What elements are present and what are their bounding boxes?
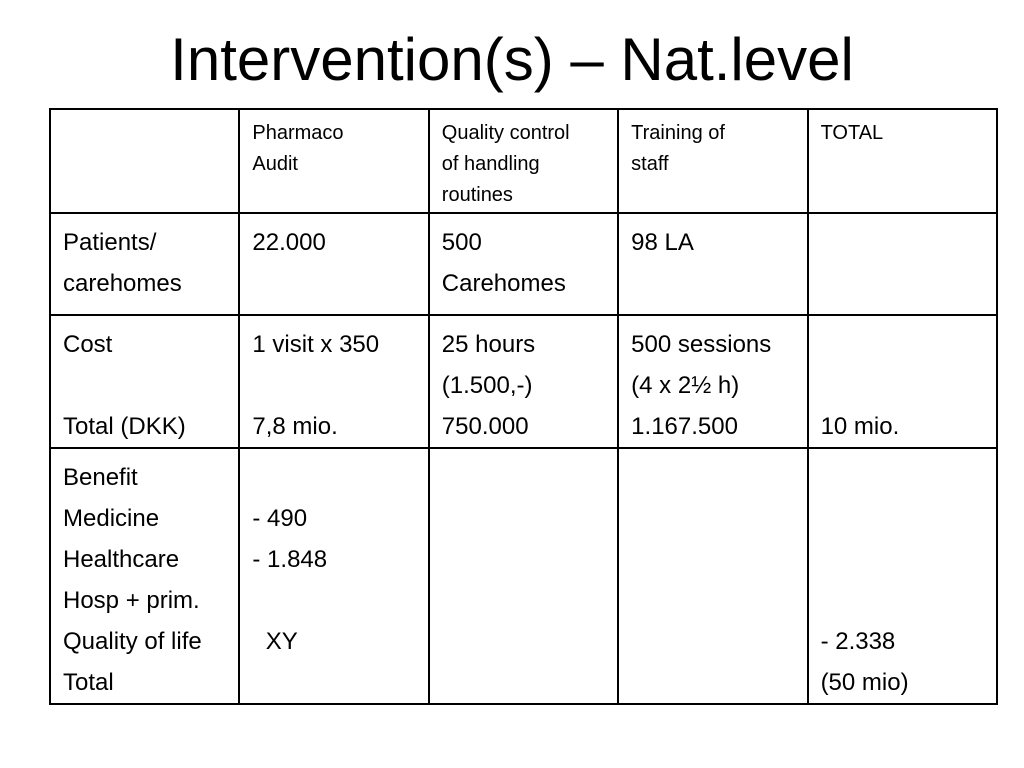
table-cell bbox=[429, 213, 618, 315]
table-cell bbox=[239, 448, 428, 704]
row-label-cell bbox=[50, 213, 239, 315]
table-cell bbox=[618, 315, 807, 448]
row-label-line: Hosp + prim. bbox=[63, 587, 200, 614]
header-line: Audit bbox=[252, 153, 298, 175]
header-line: Training of bbox=[631, 122, 725, 144]
table-cell bbox=[429, 315, 618, 448]
cell-line: 1 visit x 350 bbox=[252, 331, 380, 358]
spacer bbox=[252, 580, 415, 621]
cell-line: - 490 bbox=[252, 505, 308, 532]
cell-line: 750.000 bbox=[441, 413, 529, 440]
cell-line: - 1.848 bbox=[252, 546, 328, 573]
cell-line: 25 hours bbox=[441, 331, 536, 358]
table-row-benefit bbox=[50, 448, 997, 704]
slide-title: Intervention(s) – Nat.level bbox=[170, 26, 854, 93]
spacer bbox=[821, 365, 984, 406]
row-label-line: Medicine bbox=[63, 505, 160, 532]
spacer bbox=[252, 457, 415, 498]
spacer bbox=[821, 539, 984, 580]
table-cell bbox=[618, 213, 807, 315]
row-label-line: Benefit bbox=[63, 464, 138, 491]
table-cell bbox=[239, 213, 428, 315]
spacer bbox=[252, 365, 415, 406]
header-line: of handling bbox=[441, 153, 540, 175]
row-label-line: Total bbox=[63, 669, 114, 696]
header-cell-empty bbox=[50, 109, 239, 213]
header-cell-training-of-staff bbox=[618, 109, 807, 213]
cell-line: Carehomes bbox=[441, 270, 566, 297]
cell-line: 7,8 mio. bbox=[252, 413, 338, 440]
table-cell bbox=[808, 448, 997, 704]
intervention-table bbox=[49, 108, 998, 705]
row-label-line: Total (DKK) bbox=[63, 413, 186, 440]
header-cell-total bbox=[808, 109, 997, 213]
table-cell bbox=[808, 213, 997, 315]
header-line: Pharmaco bbox=[252, 122, 344, 144]
header-line: TOTAL bbox=[820, 122, 884, 144]
cell-line: 500 sessions bbox=[631, 331, 772, 358]
table-row-patients bbox=[50, 213, 997, 315]
header-cell-pharmaco-audit bbox=[239, 109, 428, 213]
row-label-cell bbox=[50, 315, 239, 448]
spacer bbox=[821, 498, 984, 539]
row-label-line: Healthcare bbox=[63, 546, 180, 573]
row-label-line: Patients/ bbox=[63, 229, 157, 256]
header-line: staff bbox=[631, 153, 669, 175]
table-cell bbox=[429, 448, 618, 704]
spacer bbox=[821, 324, 984, 365]
table-cell bbox=[808, 315, 997, 448]
header-line: Quality control bbox=[441, 122, 570, 144]
table-row-cost bbox=[50, 315, 997, 448]
spacer bbox=[821, 580, 984, 621]
row-label-line: Cost bbox=[63, 331, 113, 358]
table-cell bbox=[239, 315, 428, 448]
spacer bbox=[63, 365, 226, 406]
cell-line: - 2.338 bbox=[820, 628, 896, 655]
cell-line: 98 LA bbox=[631, 229, 694, 256]
table-cell bbox=[618, 448, 807, 704]
cell-line: XY bbox=[252, 628, 298, 655]
header-line: routines bbox=[441, 184, 513, 206]
spacer bbox=[821, 457, 984, 498]
row-label-cell bbox=[50, 448, 239, 704]
cell-line: (50 mio) bbox=[820, 669, 909, 696]
header-row bbox=[50, 109, 997, 213]
row-label-line: carehomes bbox=[63, 270, 182, 297]
cell-line: 22.000 bbox=[252, 229, 326, 256]
cell-line: 1.167.500 bbox=[631, 413, 738, 440]
cell-line: 500 bbox=[441, 229, 482, 256]
cell-line: (1.500,-) bbox=[441, 372, 533, 399]
cell-line: (4 x 2½ h) bbox=[631, 372, 740, 399]
row-label-line: Quality of life bbox=[63, 628, 202, 655]
cell-line: 10 mio. bbox=[820, 413, 900, 440]
header-cell-quality-control bbox=[429, 109, 618, 213]
